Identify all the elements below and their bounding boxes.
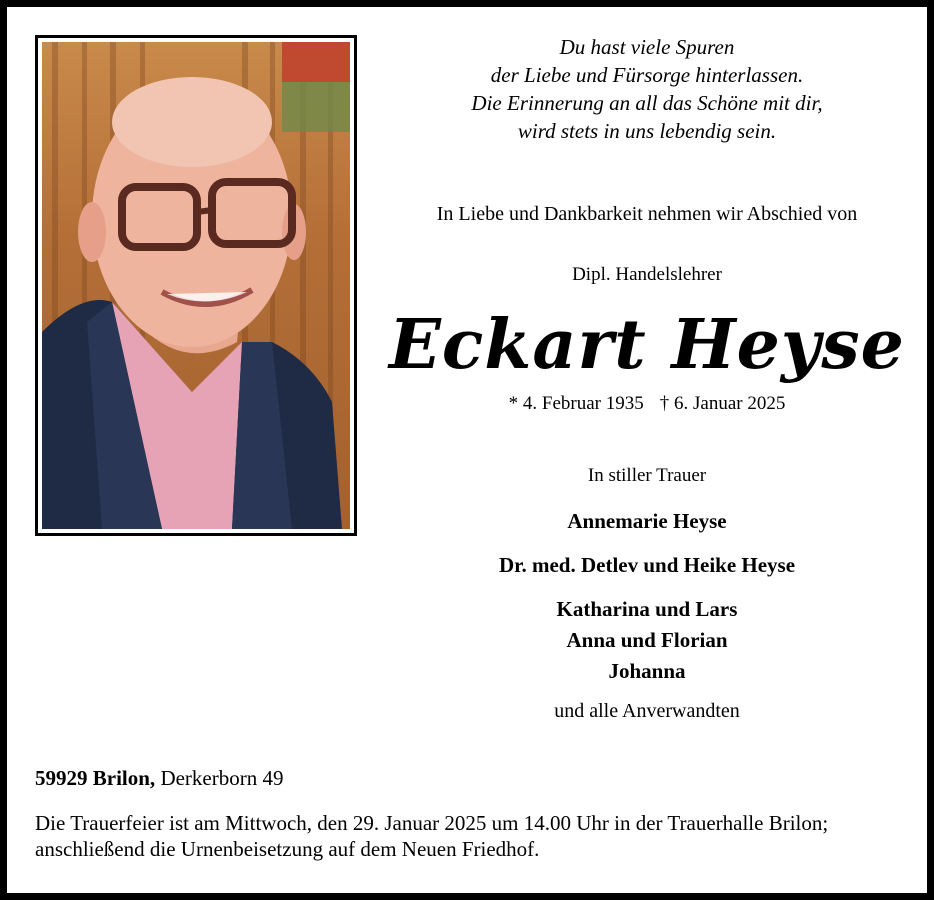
poem-line: der Liebe und Fürsorge hinterlassen.: [490, 63, 804, 87]
death-date: † 6. Januar 2025: [659, 393, 786, 414]
mourner-name: Katharina und Lars: [556, 597, 738, 621]
address-street: Derkerborn 49: [160, 766, 284, 790]
mourner-name: Anna und Florian: [566, 628, 728, 652]
mourner-name: Annemarie Heyse: [567, 509, 727, 533]
life-dates: [377, 393, 917, 415]
poem-line: wird stets in uns lebendig sein.: [517, 119, 777, 143]
portrait-illustration: [42, 42, 350, 529]
obituary-notice: [7, 7, 927, 893]
mourner-name: Johanna: [608, 659, 686, 683]
mourning-label: In stiller Trauer: [587, 465, 707, 486]
mourner-name: Dr. med. Detlev und Heike Heyse: [498, 553, 796, 577]
portrait-photo: [42, 42, 350, 529]
farewell-intro: In Liebe und Dankbarkeit nehmen wir Abschied von: [436, 203, 858, 225]
deceased-title: Dipl. Handelslehrer: [572, 264, 722, 285]
family-address: [35, 766, 283, 791]
deceased-name: Eckart Heyse: [389, 305, 905, 385]
poem-line: Du hast viele Spuren: [559, 35, 735, 59]
poem-line: Die Erinnerung an all das Schöne mit dir,: [471, 91, 823, 115]
relatives-note: und alle Anverwandten: [554, 700, 740, 722]
memorial-poem: [377, 33, 917, 145]
ceremony-info: Die Trauerfeier ist am Mittwoch, den 29. Januar 2025 um 14.00 Uhr in der Trauerhalle Brilon; anschließend die Urnenbeisetzung auf dem Neuen Friedhof.: [35, 811, 829, 861]
birth-date: * 4. Februar 1935: [508, 393, 644, 414]
address-city: 59929 Brilon,: [35, 766, 156, 790]
portrait-frame: [35, 35, 357, 536]
